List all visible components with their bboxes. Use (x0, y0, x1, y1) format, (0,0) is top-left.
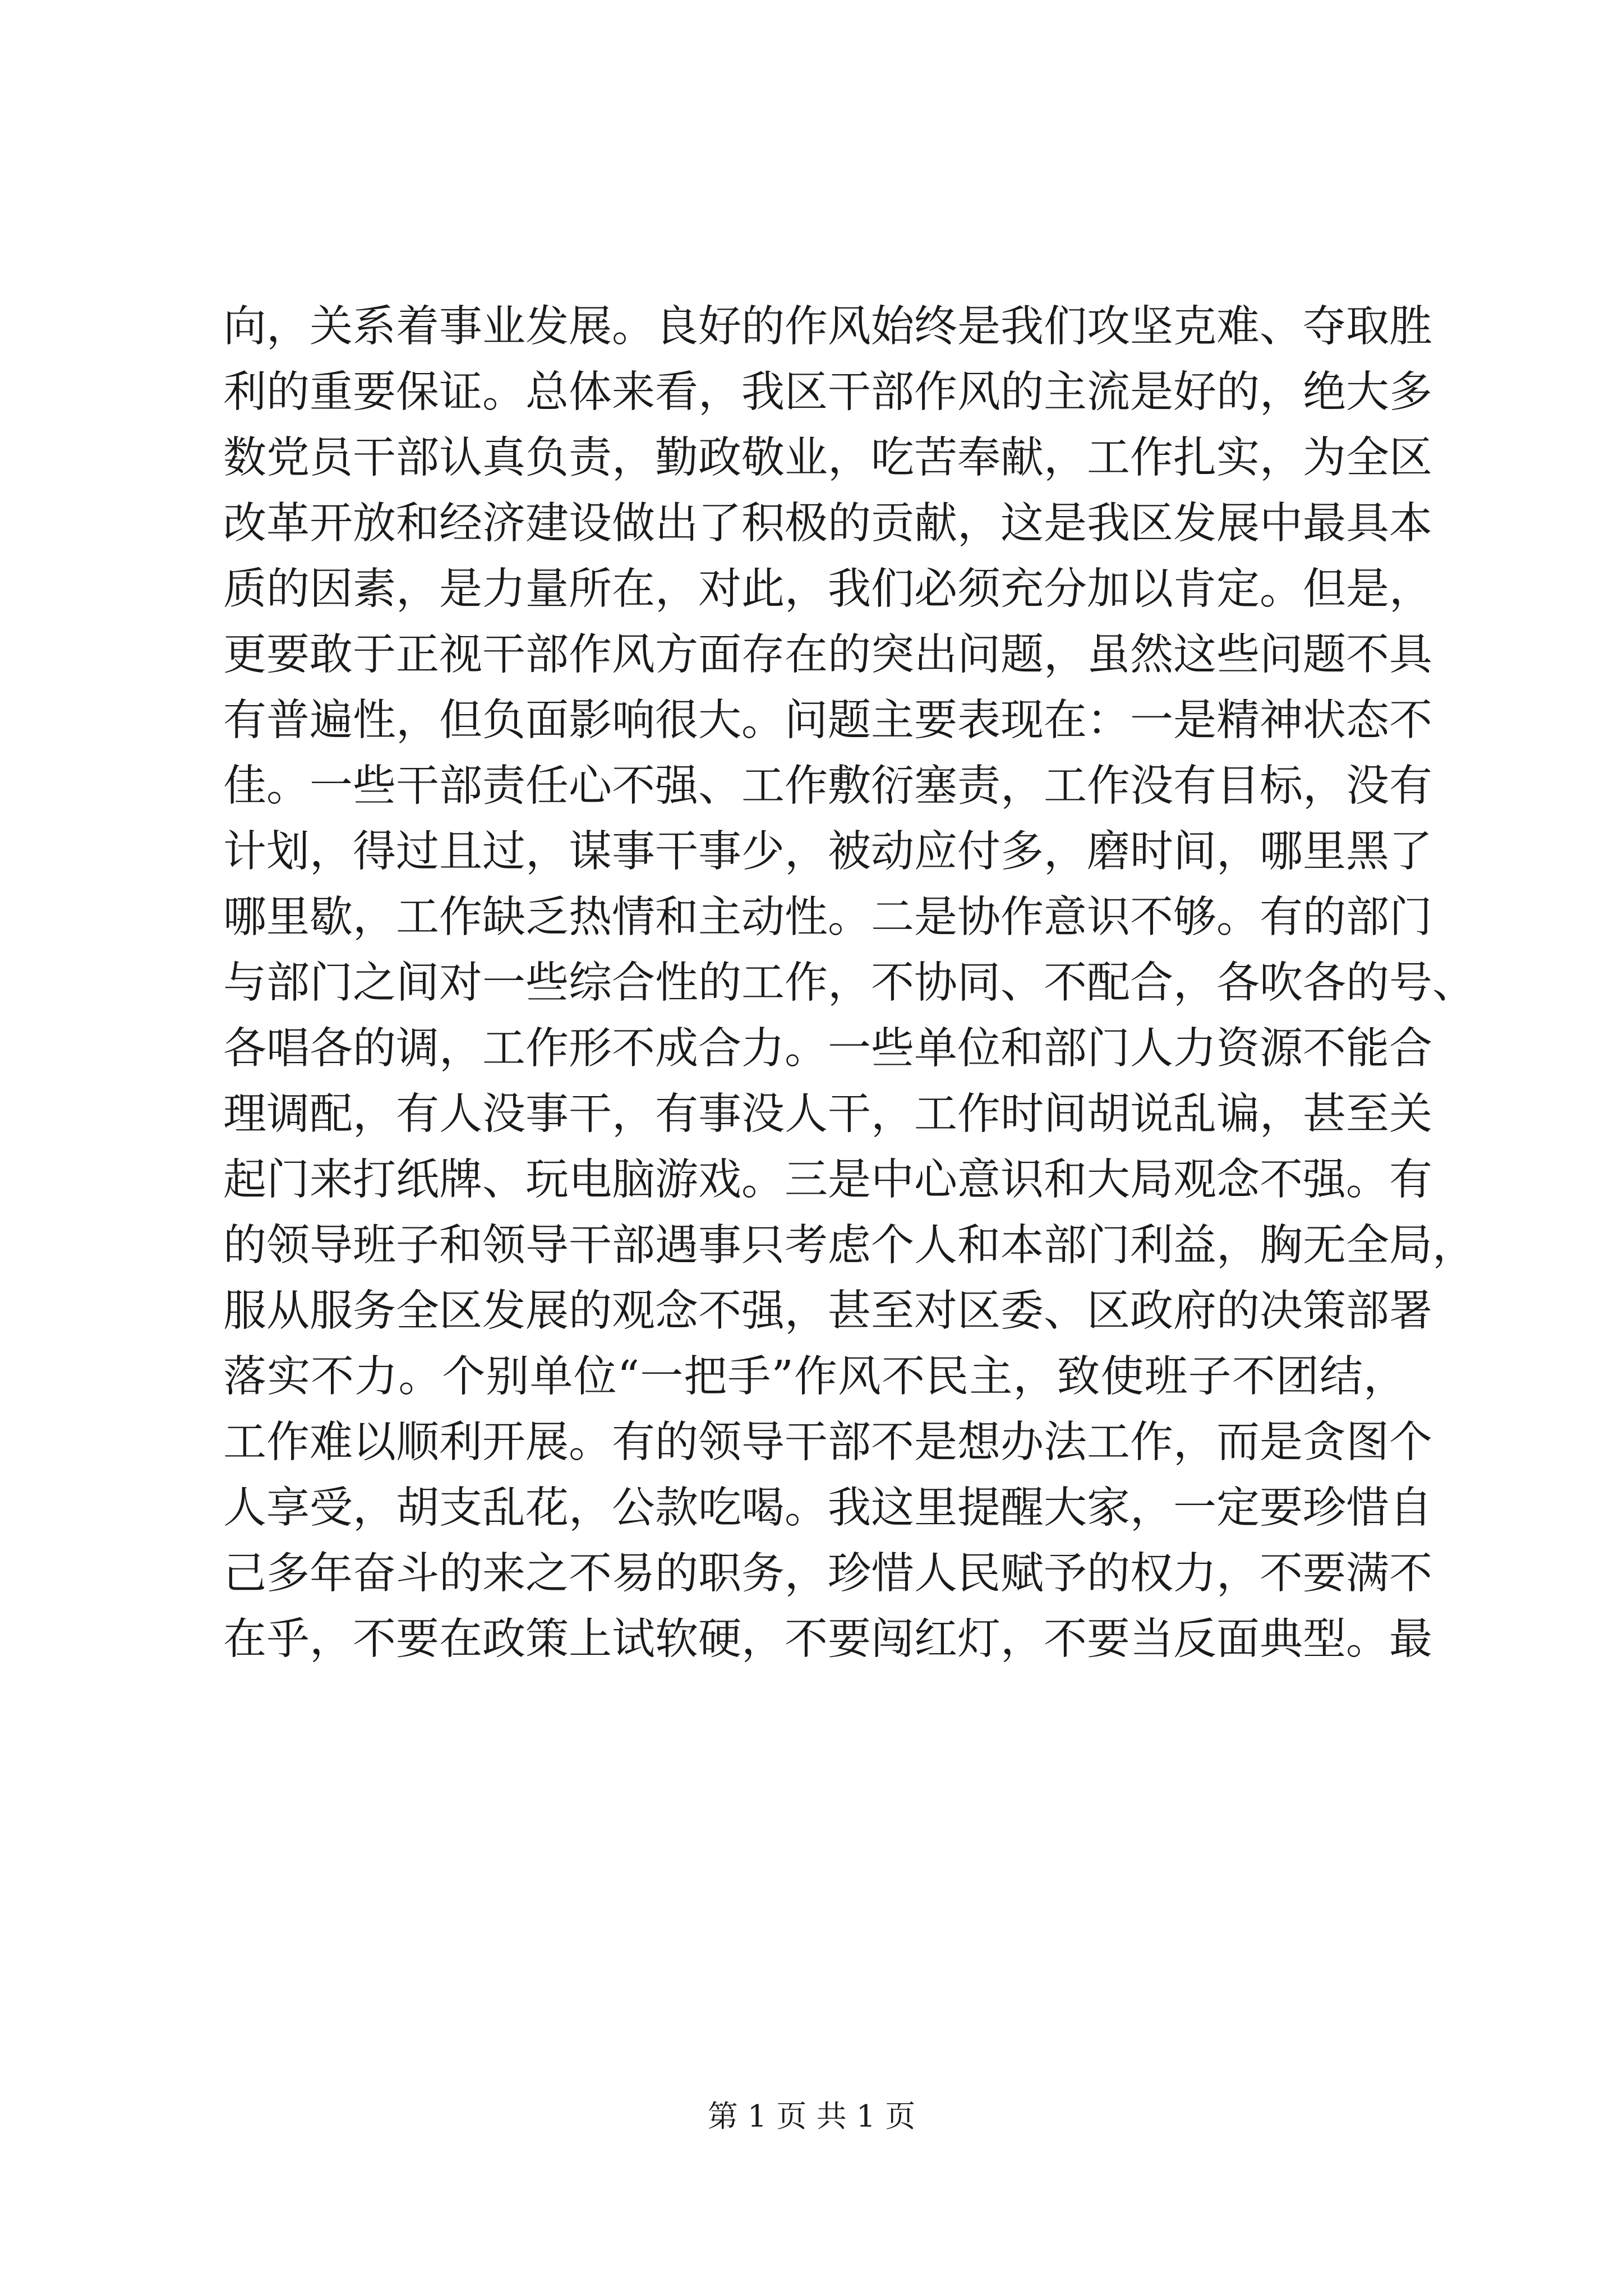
body-text (223, 294, 1476, 1672)
text-line-9: 计划，得过且过，谋事干事少，被动应付多，磨时间，哪里黑了 (223, 827, 1432, 877)
text-line-18: 工作难以顺利开展。有的领导干部不是想办法工作，而是贪图个 (223, 1418, 1432, 1467)
text-line-7: 有普遍性，但负面影响很大。问题主要表现在：一是精神状态不 (223, 696, 1432, 746)
text-line-16: 服从服务全区发展的观念不强，甚至对区委、区政府的决策部署 (223, 1286, 1432, 1336)
text-line-20: 己多年奋斗的来之不易的职务，珍惜人民赋予的权力，不要满不 (223, 1549, 1432, 1599)
text-line-8: 佳。一些干部责任心不强、工作敷衍塞责，工作没有目标，没有 (223, 761, 1432, 811)
text-line-5: 质的因素，是力量所在，对此，我们必须充分加以肯定。但是， (223, 564, 1432, 614)
text-line-11: 与部门之间对一些综合性的工作，不协同、不配合，各吹各的号、 (223, 958, 1476, 1008)
text-line-6: 更要敢于正视干部作风方面存在的突出问题，虽然这些问题不具 (223, 630, 1432, 680)
text-line-19: 人享受，胡支乱花，公款吃喝。我这里提醒大家，一定要珍惜自 (223, 1483, 1432, 1533)
text-line-12: 各唱各的调，工作形不成合力。一些单位和部门人力资源不能合 (223, 1024, 1432, 1074)
page-footer (0, 2097, 1623, 2136)
text-line-1: 向，关系着事业发展。良好的作风始终是我们攻坚克难、夺取胜 (223, 302, 1432, 352)
text-line-14: 起门来打纸牌、玩电脑游戏。三是中心意识和大局观念不强。有 (223, 1155, 1432, 1205)
page-number-label: 第 1 页 共 1 页 (707, 2099, 916, 2134)
text-line-2: 利的重要保证。总体来看，我区干部作风的主流是好的，绝大多 (223, 367, 1432, 417)
text-line-10: 哪里歇，工作缺乏热情和主动性。二是协作意识不够。有的部门 (223, 892, 1432, 942)
text-line-3: 数党员干部认真负责，勤政敬业，吃苦奉献，工作扎实，为全区 (223, 433, 1432, 483)
text-line-21: 在乎，不要在政策上试软硬，不要闯红灯，不要当反面典型。最 (223, 1614, 1432, 1664)
text-line-13: 理调配，有人没事干，有事没人干，工作时间胡说乱谝，甚至关 (223, 1089, 1432, 1139)
text-line-15: 的领导班子和领导干部遇事只考虑个人和本部门利益，胸无全局， (223, 1221, 1476, 1271)
text-line-4: 改革开放和经济建设做出了积极的贡献，这是我区发展中最具本 (223, 499, 1432, 549)
text-line-17: 落实不力。个别单位“一把手”作风不民主，致使班子不团结， (223, 1352, 1407, 1402)
